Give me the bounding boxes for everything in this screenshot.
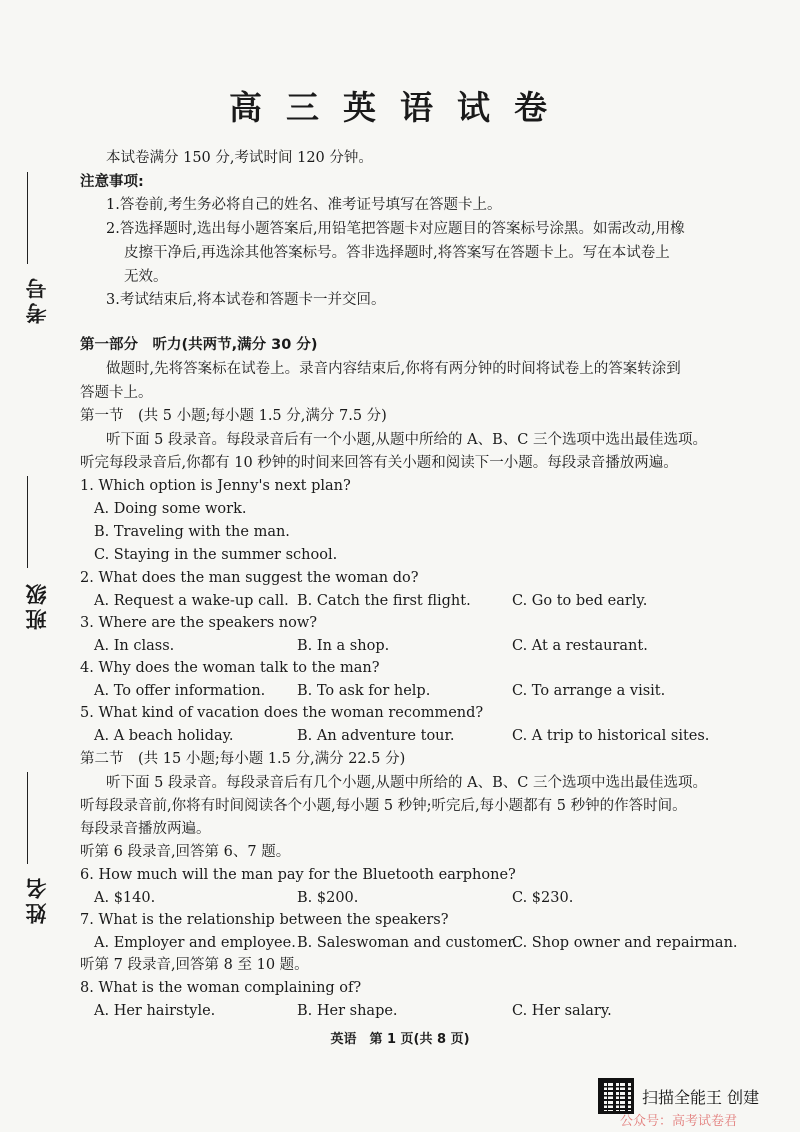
page-title: 高三英语试卷 <box>229 88 571 127</box>
q1-option-a: A. Doing some work. <box>94 501 247 517</box>
notice-item-2-line-3: 无效。 <box>124 269 168 285</box>
recording-7-instruction: 听第 7 段录音,回答第 8 至 10 题。 <box>80 957 309 973</box>
q8-option-a: A. Her hairstyle. <box>94 1003 216 1019</box>
q1-stem: 1. Which option is Jenny's next plan? <box>80 478 351 494</box>
exam-no-label: 考号 <box>25 274 49 324</box>
exam-no-line <box>27 172 28 264</box>
section2-desc-line-3: 每段录音播放两遍。 <box>80 821 211 837</box>
class-label: 班级 <box>25 580 49 630</box>
part1-desc-line-2: 答题卡上。 <box>80 385 153 401</box>
intro-text: 本试卷满分 150 分,考试时间 120 分钟。 <box>106 150 373 166</box>
q6-option-c: C. $230. <box>512 890 574 906</box>
q4-option-b: B. To ask for help. <box>297 683 431 699</box>
q7-stem: 7. What is the relationship between the speakers? <box>80 912 449 928</box>
q7-option-c: C. Shop owner and repairman. <box>512 935 738 951</box>
q3-option-b: B. In a shop. <box>297 638 390 654</box>
q7-option-b: B. Saleswoman and customer. <box>297 935 518 951</box>
q6-option-a: A. $140. <box>94 890 156 906</box>
q2-option-b: B. Catch the first flight. <box>297 593 471 609</box>
part1-heading: 第一部分 听力(共两节,满分 30 分) <box>80 337 318 353</box>
class-line <box>27 476 28 568</box>
q1-option-c: C. Staying in the summer school. <box>94 547 338 563</box>
notice-heading: 注意事项: <box>80 174 144 190</box>
q8-stem: 8. What is the woman complaining of? <box>80 980 362 996</box>
q8-option-b: B. Her shape. <box>297 1003 398 1019</box>
section2-desc-line-2: 听每段录音前,你将有时间阅读各个小题,每小题 5 秒钟;听完后,每小题都有 5 秒钟的作答时间。 <box>80 798 687 814</box>
q4-option-c: C. To arrange a visit. <box>512 683 666 699</box>
watermark-text: 公众号：高考试卷君 <box>620 1114 738 1129</box>
q2-stem: 2. What does the man suggest the woman do? <box>80 570 419 586</box>
part1-desc-line-1: 做题时,先将答案标在试卷上。录音内容结束后,你将有两分钟的时间将试卷上的答案转涂到 <box>106 361 681 377</box>
q8-option-c: C. Her salary. <box>512 1003 612 1019</box>
q6-option-b: B. $200. <box>297 890 359 906</box>
notice-item-2-line-1: 2.答选择题时,选出每小题答案后,用铅笔把答题卡对应题目的答案标号涂黑。如需改动,用橡 <box>106 221 685 237</box>
q1-option-b: B. Traveling with the man. <box>94 524 290 540</box>
q2-option-c: C. Go to bed early. <box>512 593 648 609</box>
q3-stem: 3. Where are the speakers now? <box>80 615 318 631</box>
scanner-label: 扫描全能王 创建 <box>642 1088 760 1107</box>
notice-item-2-line-2: 皮擦干净后,再选涂其他答案标号。答非选择题时,将答案写在答题卡上。写在本试卷上 <box>124 245 670 261</box>
q6-stem: 6. How much will the man pay for the Bluetooth earphone? <box>80 867 516 883</box>
q5-option-c: C. A trip to historical sites. <box>512 728 710 744</box>
section1-desc-line-1: 听下面 5 段录音。每段录音后有一个小题,从题中所给的 A、B、C 三个选项中选出最佳选项。 <box>106 432 707 448</box>
name-line <box>27 772 28 864</box>
q2-option-a: A. Request a wake-up call. <box>94 593 289 609</box>
name-label: 姓名 <box>25 874 49 924</box>
recording-6-instruction: 听第 6 段录音,回答第 6、7 题。 <box>80 844 291 860</box>
notice-item-1: 1.答卷前,考生务必将自己的姓名、准考证号填写在答题卡上。 <box>106 197 502 213</box>
section2-desc-line-1: 听下面 5 段录音。每段录音后有几个小题,从题中所给的 A、B、C 三个选项中选出最佳选项。 <box>106 775 707 791</box>
q4-option-a: A. To offer information. <box>94 683 266 699</box>
q7-option-a: A. Employer and employee. <box>94 935 296 951</box>
notice-item-3: 3.考试结束后,将本试卷和答题卡一并交回。 <box>106 292 386 308</box>
page-footer: 英语 第 1 页(共 8 页) <box>330 1032 470 1047</box>
q5-option-b: B. An adventure tour. <box>297 728 455 744</box>
q4-stem: 4. Why does the woman talk to the man? <box>80 660 380 676</box>
q3-option-c: C. At a restaurant. <box>512 638 648 654</box>
section2-heading: 第二节 (共 15 小题;每小题 1.5 分,满分 22.5 分) <box>80 751 406 767</box>
q5-stem: 5. What kind of vacation does the woman recommend? <box>80 705 484 721</box>
q5-option-a: A. A beach holiday. <box>94 728 234 744</box>
q3-option-a: A. In class. <box>94 638 175 654</box>
qr-code-icon <box>598 1078 634 1114</box>
section1-desc-line-2: 听完每段录音后,你都有 10 秒钟的时间来回答有关小题和阅读下一小题。每段录音播放两遍。 <box>80 455 678 471</box>
section1-heading: 第一节 (共 5 小题;每小题 1.5 分,满分 7.5 分) <box>80 408 387 424</box>
